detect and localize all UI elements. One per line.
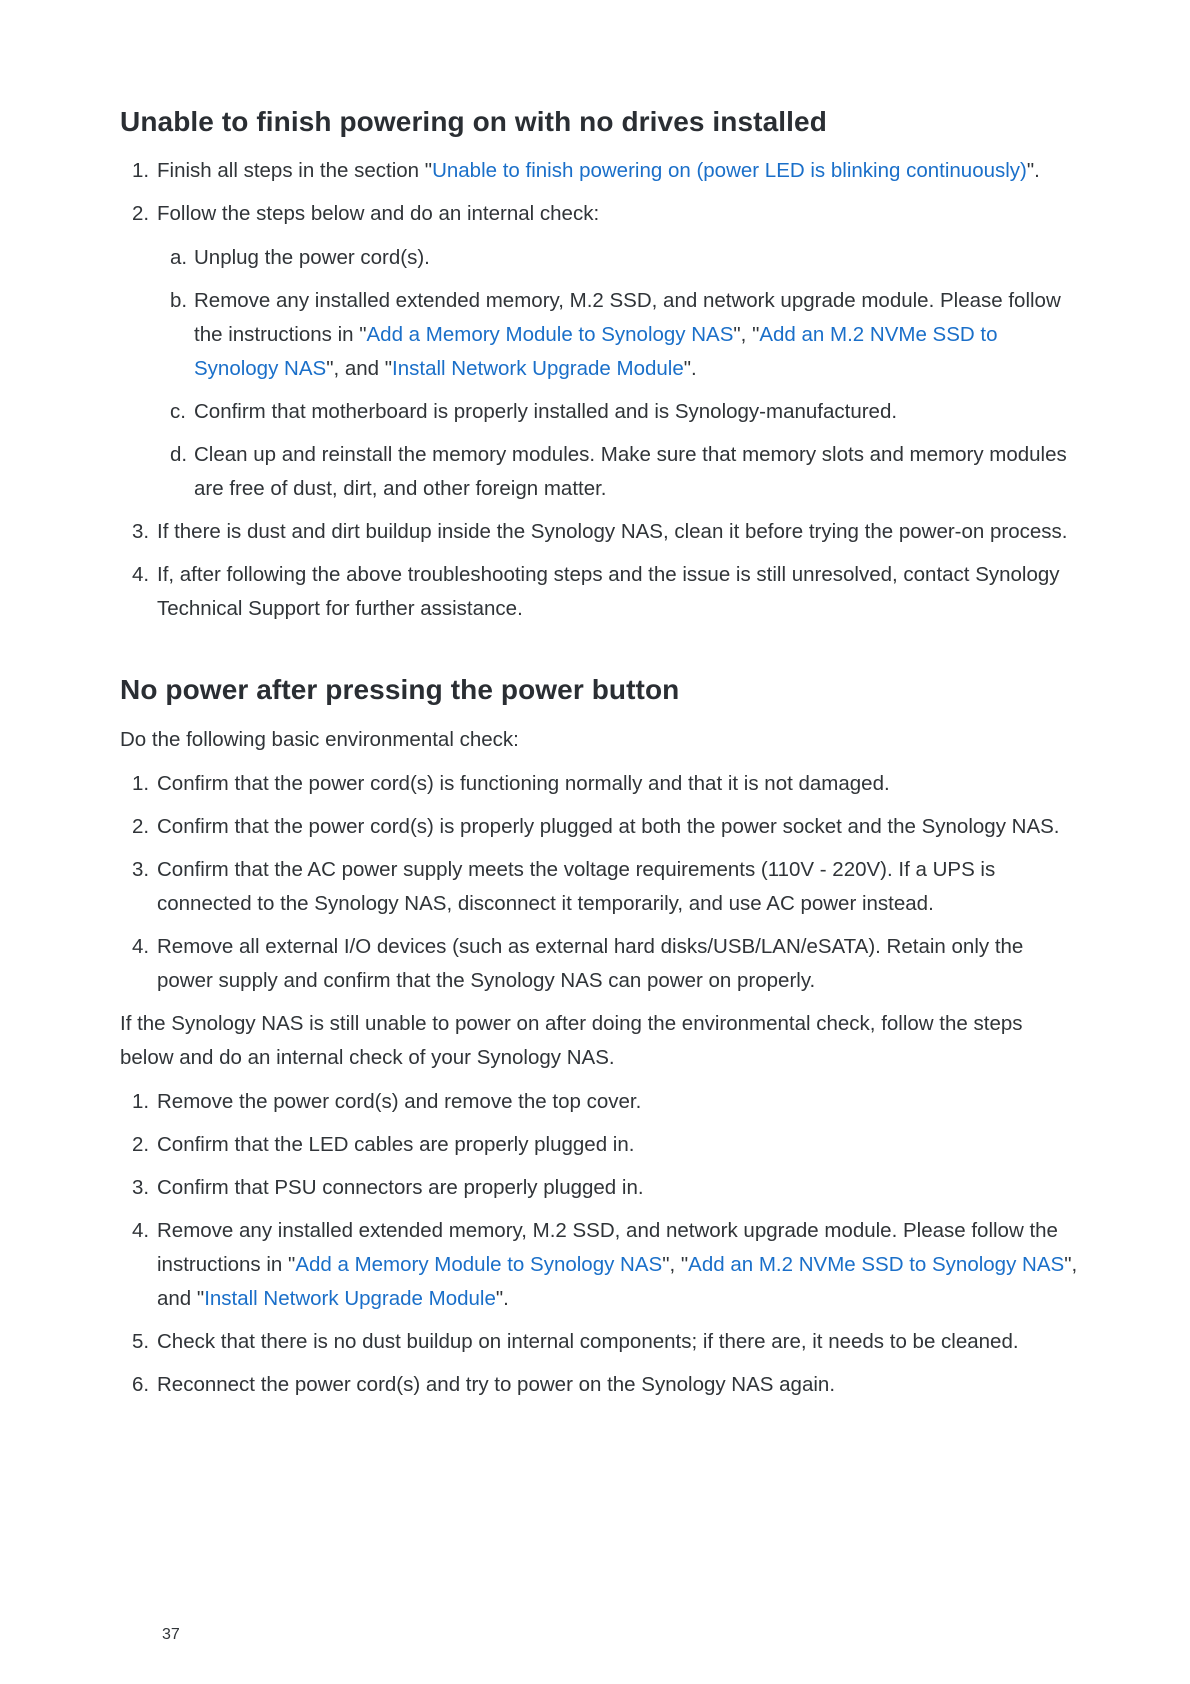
sub-list-item <box>157 284 1080 386</box>
list-number: 1. <box>132 1089 150 1113</box>
item-text: ", and " <box>326 357 393 381</box>
sub-list-item <box>157 438 1080 506</box>
list-item <box>120 767 1080 801</box>
list-item <box>120 1128 1080 1162</box>
list-number: 2. <box>132 202 150 226</box>
item-text: Confirm that the power cord(s) is functioning normally and that it is not damaged. <box>157 771 890 795</box>
link-power-led-blinking[interactable]: Unable to finish powering on (power LED is blinking continuously) <box>432 159 1027 183</box>
list-number: 1. <box>132 159 150 183</box>
list-item <box>120 1214 1080 1316</box>
item-text: If there is dust and dirt buildup inside the Synology NAS, clean it before trying the power-on process. <box>157 520 1068 544</box>
item-text: If, after following the above troubleshooting steps and the issue is still unresolved, contact Synology Technical Support for further assistance. <box>157 563 1060 621</box>
list-item <box>120 930 1080 998</box>
item-text: ". <box>1026 159 1040 183</box>
list-letter: d. <box>170 443 188 467</box>
list-letter: c. <box>170 400 186 424</box>
list-number: 4. <box>132 563 150 587</box>
item-text: Remove the power cord(s) and remove the top cover. <box>157 1089 642 1113</box>
list-number: 1. <box>132 771 150 795</box>
steps-list-no-drives <box>120 154 1080 626</box>
internal-check-intro: If the Synology NAS is still unable to power on after doing the environmental check, follow the steps below and do an internal check of your Synology NAS. <box>120 1011 1023 1069</box>
list-number: 2. <box>132 814 150 838</box>
item-text: Confirm that PSU connectors are properly plugged in. <box>157 1175 644 1199</box>
item-text: Confirm that the power cord(s) is properly plugged at both the power socket and the Synology NAS. <box>157 814 1060 838</box>
list-item <box>120 1368 1080 1402</box>
list-number: 2. <box>132 1132 150 1156</box>
list-number: 3. <box>132 1175 150 1199</box>
item-text: ", " <box>662 1252 689 1276</box>
list-letter: a. <box>170 246 188 270</box>
sub-steps-list <box>157 241 1080 506</box>
list-number: 3. <box>132 857 150 881</box>
item-text: Check that there is no dust buildup on internal components; if there are, it needs to be cleaned. <box>157 1329 1019 1353</box>
item-text: ", and " <box>157 1252 1078 1310</box>
list-number: 4. <box>132 1218 150 1242</box>
environmental-check-list <box>120 767 1080 998</box>
link-add-memory-module[interactable]: Add a Memory Module to Synology NAS <box>295 1252 663 1276</box>
item-text: ". <box>683 357 697 381</box>
item-text: ". <box>495 1286 509 1310</box>
list-item <box>120 1325 1080 1359</box>
environmental-check-intro: Do the following basic environmental check: <box>120 727 519 751</box>
item-text: Unplug the power cord(s). <box>194 246 430 270</box>
list-number: 6. <box>132 1372 150 1396</box>
sub-list-item <box>157 395 1080 429</box>
document-page <box>120 104 1080 1411</box>
link-install-network-upgrade-module[interactable]: Install Network Upgrade Module <box>204 1286 496 1310</box>
list-number: 4. <box>132 934 150 958</box>
link-add-memory-module[interactable]: Add a Memory Module to Synology NAS <box>366 323 734 347</box>
item-text: Reconnect the power cord(s) and try to power on the Synology NAS again. <box>157 1372 836 1396</box>
item-text: Finish all steps in the section " <box>157 159 433 183</box>
list-item <box>120 197 1080 506</box>
item-text: Follow the steps below and do an internal check: <box>157 202 600 226</box>
list-number: 5. <box>132 1329 150 1353</box>
item-text: Confirm that the AC power supply meets the voltage requirements (110V - 220V). If a UPS is connected to the Synology NAS, disconnect it temporarily, and use AC power instead. <box>157 857 996 915</box>
item-text: ", " <box>733 323 760 347</box>
item-text: Remove any installed extended memory, M.2 SSD, and network upgrade module. Please follow the instructions in " <box>194 289 1061 347</box>
sub-list-item <box>157 241 1080 275</box>
list-item <box>120 853 1080 921</box>
item-text: Confirm that the LED cables are properly plugged in. <box>157 1132 635 1156</box>
item-text: Remove any installed extended memory, M.2 SSD, and network upgrade module. Please follow the instructions in " <box>157 1218 1058 1276</box>
list-item <box>120 515 1080 549</box>
item-text: Remove all external I/O devices (such as external hard disks/USB/LAN/eSATA). Retain only the power supply and confirm that the Synology NAS can power on properly. <box>157 934 1024 992</box>
page-number: 37 <box>162 1626 180 1643</box>
list-item <box>120 810 1080 844</box>
link-add-m2-nvme-ssd[interactable]: Add an M.2 NVMe SSD to Synology NAS <box>194 323 998 381</box>
list-item <box>120 558 1080 626</box>
item-text: Confirm that motherboard is properly installed and is Synology-manufactured. <box>194 400 898 424</box>
link-add-m2-nvme-ssd[interactable]: Add an M.2 NVMe SSD to Synology NAS <box>688 1252 1065 1276</box>
internal-check-list <box>120 1085 1080 1402</box>
list-item <box>120 1085 1080 1119</box>
section-heading-no-power: No power after pressing the power button <box>120 674 680 706</box>
list-letter: b. <box>170 289 188 313</box>
list-item <box>120 154 1080 188</box>
section-heading-no-drives: Unable to finish powering on with no drives installed <box>120 106 827 137</box>
list-item <box>120 1171 1080 1205</box>
list-number: 3. <box>132 520 150 544</box>
item-text: Clean up and reinstall the memory modules. Make sure that memory slots and memory modules are free of dust, dirt, and other foreign matter. <box>194 443 1067 501</box>
link-install-network-upgrade-module[interactable]: Install Network Upgrade Module <box>392 357 684 381</box>
